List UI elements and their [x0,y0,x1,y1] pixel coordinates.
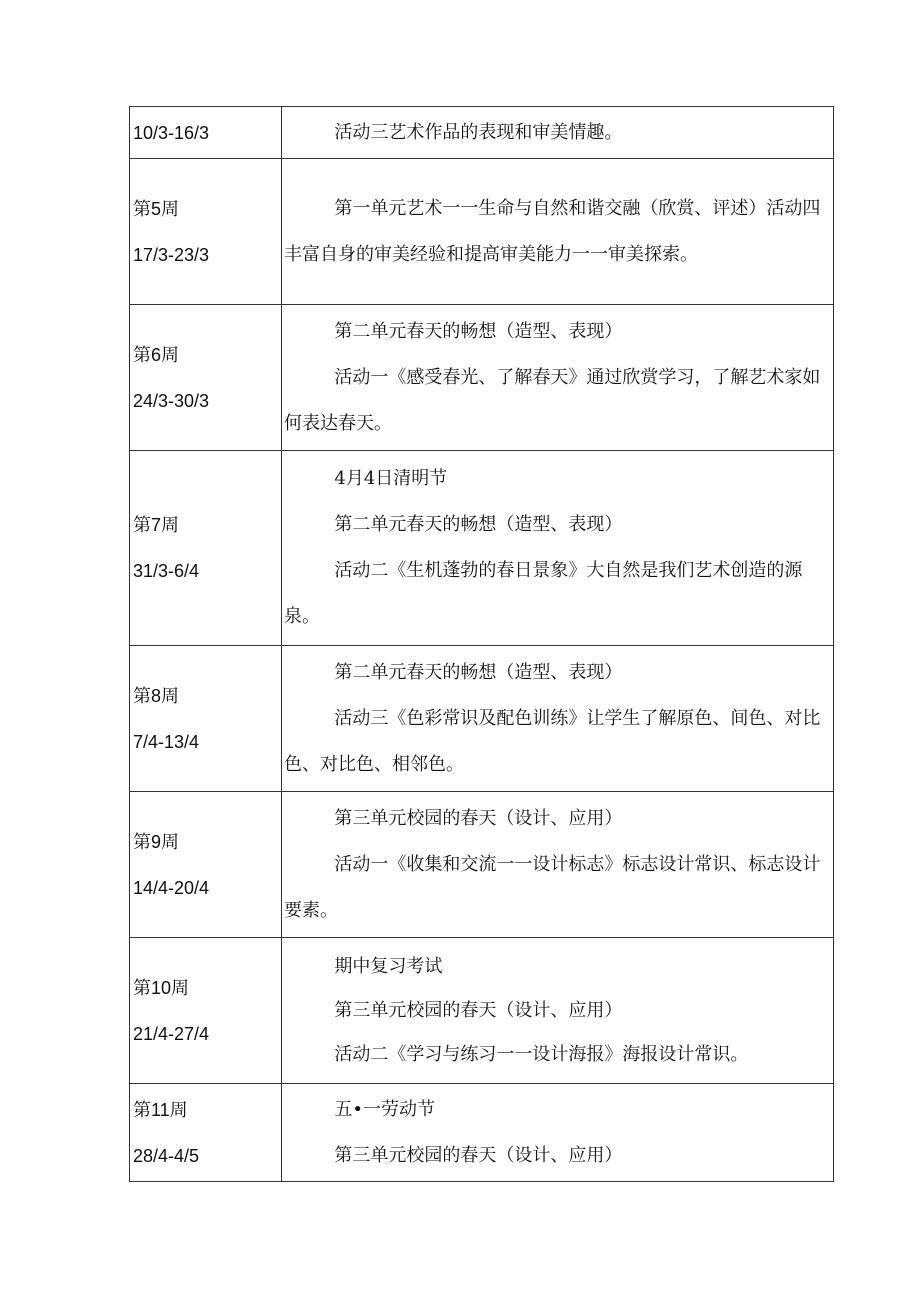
activity-line: 第三单元校园的春天（设计、应用） [334,999,623,1021]
week-number: 第6周 [133,344,180,365]
table-row [130,792,834,938]
week-cell [130,451,282,646]
activity-line: 第二单元春天的畅想（造型、表现） [334,514,623,535]
week-dates: 17/3-23/3 [133,244,210,265]
week-dates: 28/4-4/5 [133,1145,200,1166]
week-cell [130,1084,282,1182]
table-row [130,1084,834,1182]
activity-line: 第二单元春天的畅想（造型、表现） [334,661,623,683]
activity-cell [282,646,834,792]
activity-cell [282,938,834,1084]
week-dates: 21/4-27/4 [133,1023,210,1044]
table-row [130,159,834,305]
activity-cell [282,159,834,305]
activity-line: 4月4日清明节 [334,468,448,489]
activity-line: 活动三艺术作品的表现和审美情趣。 [334,121,623,143]
table-row [130,451,834,646]
activity-cell [282,1084,834,1182]
activity-line: 期中复习考试 [334,955,443,977]
activity-line: 第二单元春天的畅想（造型、表现） [334,320,623,342]
activity-line: 活动三《色彩常识及配色训练》让学生了解原色、间色、对比色、对比色、相邻色。 [284,707,821,775]
activity-cell [282,305,834,451]
week-cell [130,107,282,159]
activity-line: 活动一《感受春光、了解春天》通过欣赏学习，了解艺术家如何表达春天。 [284,366,821,434]
week-cell [130,305,282,451]
activity-line: 活动二《学习与练习一一设计海报》海报设计常识。 [334,1043,749,1065]
activity-line: 第三单元校园的春天（设计、应用） [334,807,623,829]
activity-line: 第三单元校园的春天（设计、应用） [334,1144,623,1166]
table-row [130,305,834,451]
week-dates: 14/4-20/4 [133,877,210,898]
table-row [130,646,834,792]
week-cell [130,792,282,938]
week-number: 第5周 [133,198,180,219]
activity-line: 五•一劳动节 [334,1098,436,1120]
week-number: 第11周 [133,1099,188,1120]
week-cell [130,646,282,792]
week-dates: 7/4-13/4 [133,731,200,752]
table-row [130,938,834,1084]
week-number: 第10周 [133,977,190,998]
activity-line: 活动二《生机蓬勃的春日景象》大自然是我们艺术创造的源泉。 [284,560,803,627]
week-number: 第9周 [133,831,180,852]
activity-line: 活动一《收集和交流一一设计标志》标志设计常识、标志设计要素。 [284,853,821,921]
activity-cell [282,792,834,938]
activity-cell [282,107,834,159]
week-dates: 24/3-30/3 [133,390,210,411]
activity-cell [282,451,834,646]
week-dates: 31/3-6/4 [133,561,200,581]
week-cell [130,938,282,1084]
table-row [130,107,834,159]
week-dates: 10/3-16/3 [133,122,210,143]
teaching-schedule-table [129,106,834,1182]
week-cell [130,159,282,305]
week-number: 第8周 [133,685,180,706]
activity-line: 第一单元艺术一一生命与自然和谐交融（欣赏、评述）活动四丰富自身的审美经验和提高审美能力一一审美探索。 [284,197,821,265]
week-number: 第7周 [133,515,180,535]
